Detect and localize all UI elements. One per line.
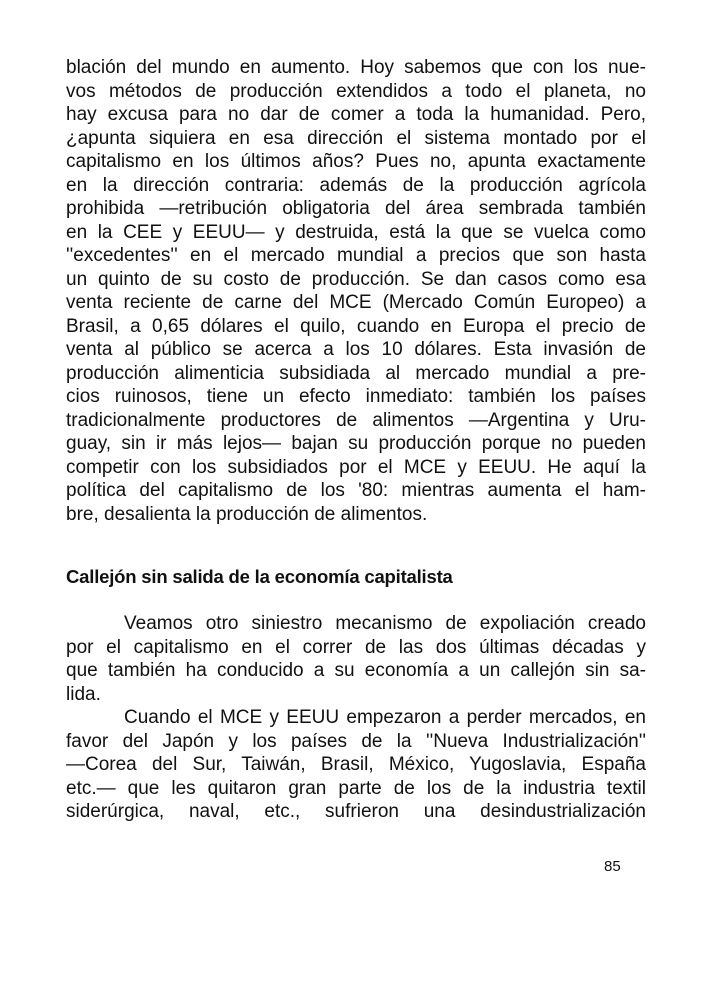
text-line: por el capitalismo en el correr de las dos últimas décadas y <box>66 636 646 658</box>
section-heading: Callejón sin salida de la economía capitalista <box>66 566 453 587</box>
paragraph <box>66 706 646 824</box>
text-line: cios ruinosos, tiene un efecto inmediato: también los países <box>66 386 646 407</box>
text-line: Brasil, a 0,65 dólares el quilo, cuando en Europa el precio de <box>66 315 646 337</box>
text-line: vos métodos de producción extendidos a todo el planeta, no <box>66 80 646 102</box>
text-line: blación del mundo en aumento. Hoy sabemos que con los nue- <box>66 57 646 78</box>
text-line: Veamos otro siniestro mecanismo de expoliación creado <box>124 613 646 634</box>
body-text-bottom <box>66 612 646 824</box>
text-line: política del capitalismo de los '80: mientras aumenta el ham- <box>66 480 646 501</box>
text-line: ''excedentes'' en el mercado mundial a precios que son hasta <box>66 245 646 266</box>
text-line: siderúrgica, naval, etc., sufrieron una desindustrialización <box>66 801 646 822</box>
text-line: competir con los subsidiados por el MCE y EEUU. He aquí la <box>66 456 646 478</box>
text-line: en la CEE y EEUU— y destruida, está la que se vuelca como <box>66 221 646 243</box>
text-line: tradicionalmente productores de alimentos —Argentina y Uru- <box>66 409 646 431</box>
text-line: guay, sin ir más lejos— bajan su producción porque no pueden <box>66 433 646 454</box>
text-line: producción alimenticia subsidiada al mercado mundial a pre- <box>66 362 646 384</box>
text-line: prohibida —retribución obligatoria del área sembrada también <box>66 198 646 219</box>
paragraph <box>66 612 646 706</box>
text-line: etc.— que les quitaron gran parte de los de la industria textil <box>66 777 646 799</box>
text-line: favor del Japón y los países de la ''Nueva Industrialización'' <box>66 730 646 752</box>
body-text-top <box>66 56 646 526</box>
text-line: un quinto de su costo de producción. Se dan casos como esa <box>66 268 646 290</box>
text-line: bre, desalienta la producción de alimentos. <box>66 503 428 525</box>
text-line: capitalismo en los últimos años? Pues no, apunta exactamente <box>66 151 646 172</box>
text-line: que también ha conducido a su economía a un callejón sin sa- <box>66 660 646 681</box>
text-line: venta al público se acerca a los 10 dólares. Esta invasión de <box>66 339 646 360</box>
text-line: lida. <box>66 683 101 705</box>
text-line: ¿apunta siquiera en esa dirección el sistema montado por el <box>66 127 646 149</box>
page-number: 85 <box>604 858 621 875</box>
text-line: hay excusa para no dar de comer a toda la humanidad. Pero, <box>66 104 646 125</box>
text-line: en la dirección contraria: además de la producción agrícola <box>66 174 646 196</box>
text-line: Cuando el MCE y EEUU empezaron a perder mercados, en <box>124 707 646 728</box>
text-line: —Corea del Sur, Taiwán, Brasil, México, Yugoslavia, España <box>66 754 646 775</box>
text-line: venta reciente de carne del MCE (Mercado Común Europeo) a <box>66 292 646 313</box>
paragraph <box>66 56 646 526</box>
